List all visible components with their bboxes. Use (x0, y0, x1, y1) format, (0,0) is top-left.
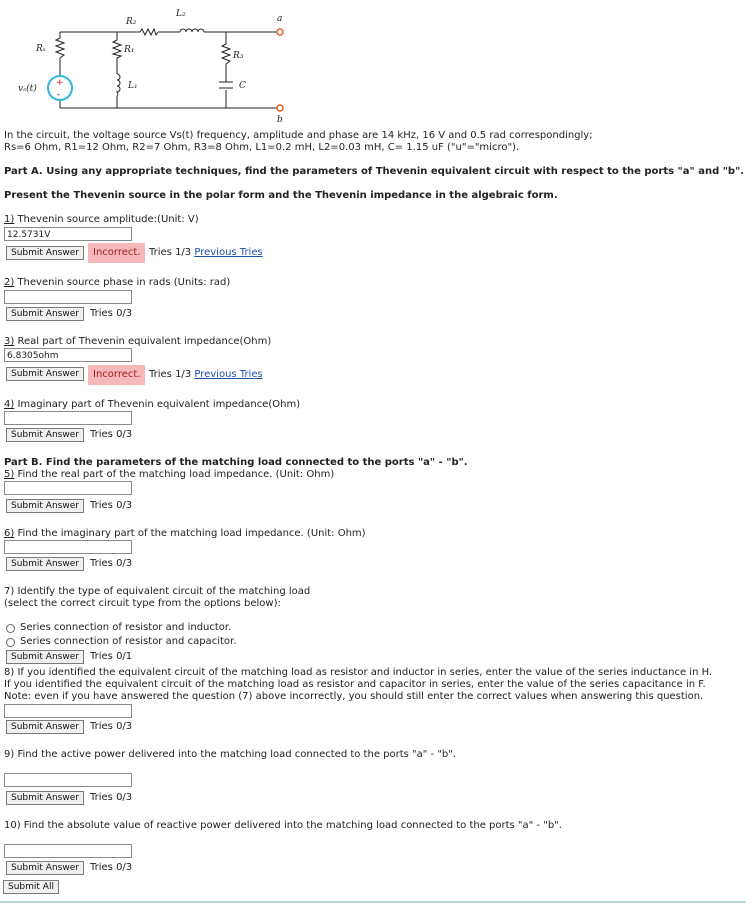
q1-label (4, 214, 199, 225)
resistor-r3 (222, 44, 230, 64)
terminal-b (277, 105, 283, 111)
q1-previous-tries-link[interactable]: Previous Tries (194, 247, 263, 258)
q4-number: 4) (4, 399, 15, 410)
q7-tries: Tries 0/1 (90, 651, 133, 662)
q8-answer-input[interactable] (4, 704, 132, 718)
resistor-r2 (140, 29, 158, 35)
label-r2: R₂ (126, 17, 137, 27)
q5-text: Find the real part of the matching load impedance. (Unit: Ohm) (17, 469, 335, 480)
q4-label (4, 399, 300, 410)
intro-line-1: In the circuit, the voltage source Vs(t) frequency, amplitude and phase are 14 kHz, 16 V and 0.5 rad correspondingly; (4, 130, 593, 141)
q5-submit-button[interactable]: Submit Answer (6, 499, 84, 513)
q3-tries-count: Tries 1/3 (149, 369, 192, 380)
q1-tries (149, 247, 263, 258)
q7-option-2-radio[interactable] (6, 638, 15, 647)
terminal-a (277, 29, 283, 35)
q10-answer-input[interactable] (4, 844, 132, 858)
bottom-divider (0, 901, 746, 903)
q4-text: Imaginary part of Thevenin equivalent impedance(Ohm) (17, 399, 301, 410)
intro-line-2: Rs=6 Ohm, R1=12 Ohm, R2=7 Ohm, R3=8 Ohm, L1=0.2 mH, L2=0.03 mH, C= 1.15 uF ("u"="micro"). (4, 142, 520, 153)
q10-submit-button[interactable]: Submit Answer (6, 861, 84, 875)
part-a-line-1: Part A. Using any appropriate techniques, find the parameters of Thevenin equivalent circuit with respect to the ports "a" and "b". (4, 166, 745, 177)
q7-option-1-radio[interactable] (6, 624, 15, 633)
q5-number: 5) (4, 469, 15, 480)
q6-tries: Tries 0/3 (90, 558, 133, 569)
q10-tries: Tries 0/3 (90, 862, 133, 873)
q6-answer-input[interactable] (4, 540, 132, 554)
part-a-line-2: Present the Thevenin source in the polar form and the Thevenin impedance in the algebraic form. (4, 190, 558, 201)
q5-answer-input[interactable] (4, 481, 132, 495)
q6-label (4, 528, 366, 539)
label-c: C (239, 81, 246, 91)
submit-all-button[interactable]: Submit All (3, 880, 59, 894)
q8-tries: Tries 0/3 (90, 721, 133, 732)
inductor-l2 (180, 29, 204, 32)
label-b: b (277, 115, 283, 125)
label-vs: vₛ(t) (18, 84, 37, 94)
q3-number: 3) (4, 336, 15, 347)
q3-label (4, 336, 271, 347)
circuit-diagram (0, 0, 746, 140)
q1-answer-input[interactable]: 12.5731V (4, 227, 132, 241)
q2-answer-input[interactable] (4, 290, 132, 304)
q5-tries: Tries 0/3 (90, 500, 133, 511)
resistor-rs (56, 38, 64, 58)
q8-label-line-1: 8) If you identified the equivalent circuit of the matching load as resistor and inductor in series, enter the value of the series inductance in H. (4, 667, 713, 678)
label-r3: R₃ (233, 51, 244, 61)
q7-option-1-label[interactable]: Series connection of resistor and inductor. (20, 622, 232, 633)
q1-number: 1) (4, 214, 15, 225)
part-b-title: Part B. Find the parameters of the matching load connected to the ports "a" - "b". (4, 457, 468, 468)
q6-text: Find the imaginary part of the matching load impedance. (Unit: Ohm) (17, 528, 366, 539)
label-l1: L₁ (128, 81, 138, 91)
label-l2: L₂ (176, 9, 186, 19)
q9-tries: Tries 0/3 (90, 792, 133, 803)
q7-label-line-1: 7) Identify the type of equivalent circuit of the matching load (4, 586, 311, 597)
q8-label-line-3: Note: even if you have answered the question (7) above incorrectly, you should still enter the correct values when answering this question. (4, 691, 704, 702)
q9-answer-input[interactable] (4, 773, 132, 787)
q8-label-line-2: If you identified the equivalent circuit of the matching load as resistor and capacitor in series, enter the value of the series capacitance in F. (4, 679, 706, 690)
resistor-r1 (113, 40, 121, 58)
inductor-l1 (117, 74, 120, 96)
label-rs: Rₛ (36, 44, 46, 54)
q4-answer-input[interactable] (4, 411, 132, 425)
q1-tries-count: Tries 1/3 (149, 247, 192, 258)
q9-label: 9) Find the active power delivered into the matching load connected to the ports "a" - "b". (4, 749, 457, 760)
label-a: a (277, 14, 283, 24)
q7-submit-button[interactable]: Submit Answer (6, 650, 84, 664)
q9-submit-button[interactable]: Submit Answer (6, 791, 84, 805)
label-r1: R₁ (124, 45, 135, 55)
q2-label (4, 277, 230, 288)
q2-tries: Tries 0/3 (90, 308, 133, 319)
q4-tries: Tries 0/3 (90, 429, 133, 440)
q7-option-2-label[interactable]: Series connection of resistor and capacitor. (20, 636, 237, 647)
q2-submit-button[interactable]: Submit Answer (6, 307, 84, 321)
q3-status-badge: Incorrect. (88, 365, 145, 385)
svg-text:-: - (57, 90, 61, 100)
q3-submit-button[interactable]: Submit Answer (6, 367, 84, 381)
q4-submit-button[interactable]: Submit Answer (6, 428, 84, 442)
q1-submit-button[interactable]: Submit Answer (6, 246, 84, 260)
q2-number: 2) (4, 277, 15, 288)
q10-label: 10) Find the absolute value of reactive power delivered into the matching load connected to the ports "a" - "b". (4, 820, 562, 831)
q3-tries (149, 369, 263, 380)
q1-status-badge: Incorrect. (88, 243, 145, 263)
q1-text: Thevenin source amplitude:(Unit: V) (17, 214, 199, 225)
q3-text: Real part of Thevenin equivalent impedance(Ohm) (17, 336, 272, 347)
q8-submit-button[interactable]: Submit Answer (6, 720, 84, 734)
q2-text: Thevenin source phase in rads (Units: rad) (17, 277, 231, 288)
q3-previous-tries-link[interactable]: Previous Tries (194, 369, 263, 380)
q7-label-line-2: (select the correct circuit type from the options below): (4, 598, 281, 609)
svg-text:+: + (56, 78, 64, 88)
q3-answer-input[interactable]: 6.8305ohm (4, 348, 132, 362)
q6-number: 6) (4, 528, 15, 539)
q6-submit-button[interactable]: Submit Answer (6, 557, 84, 571)
q5-label (4, 469, 334, 480)
